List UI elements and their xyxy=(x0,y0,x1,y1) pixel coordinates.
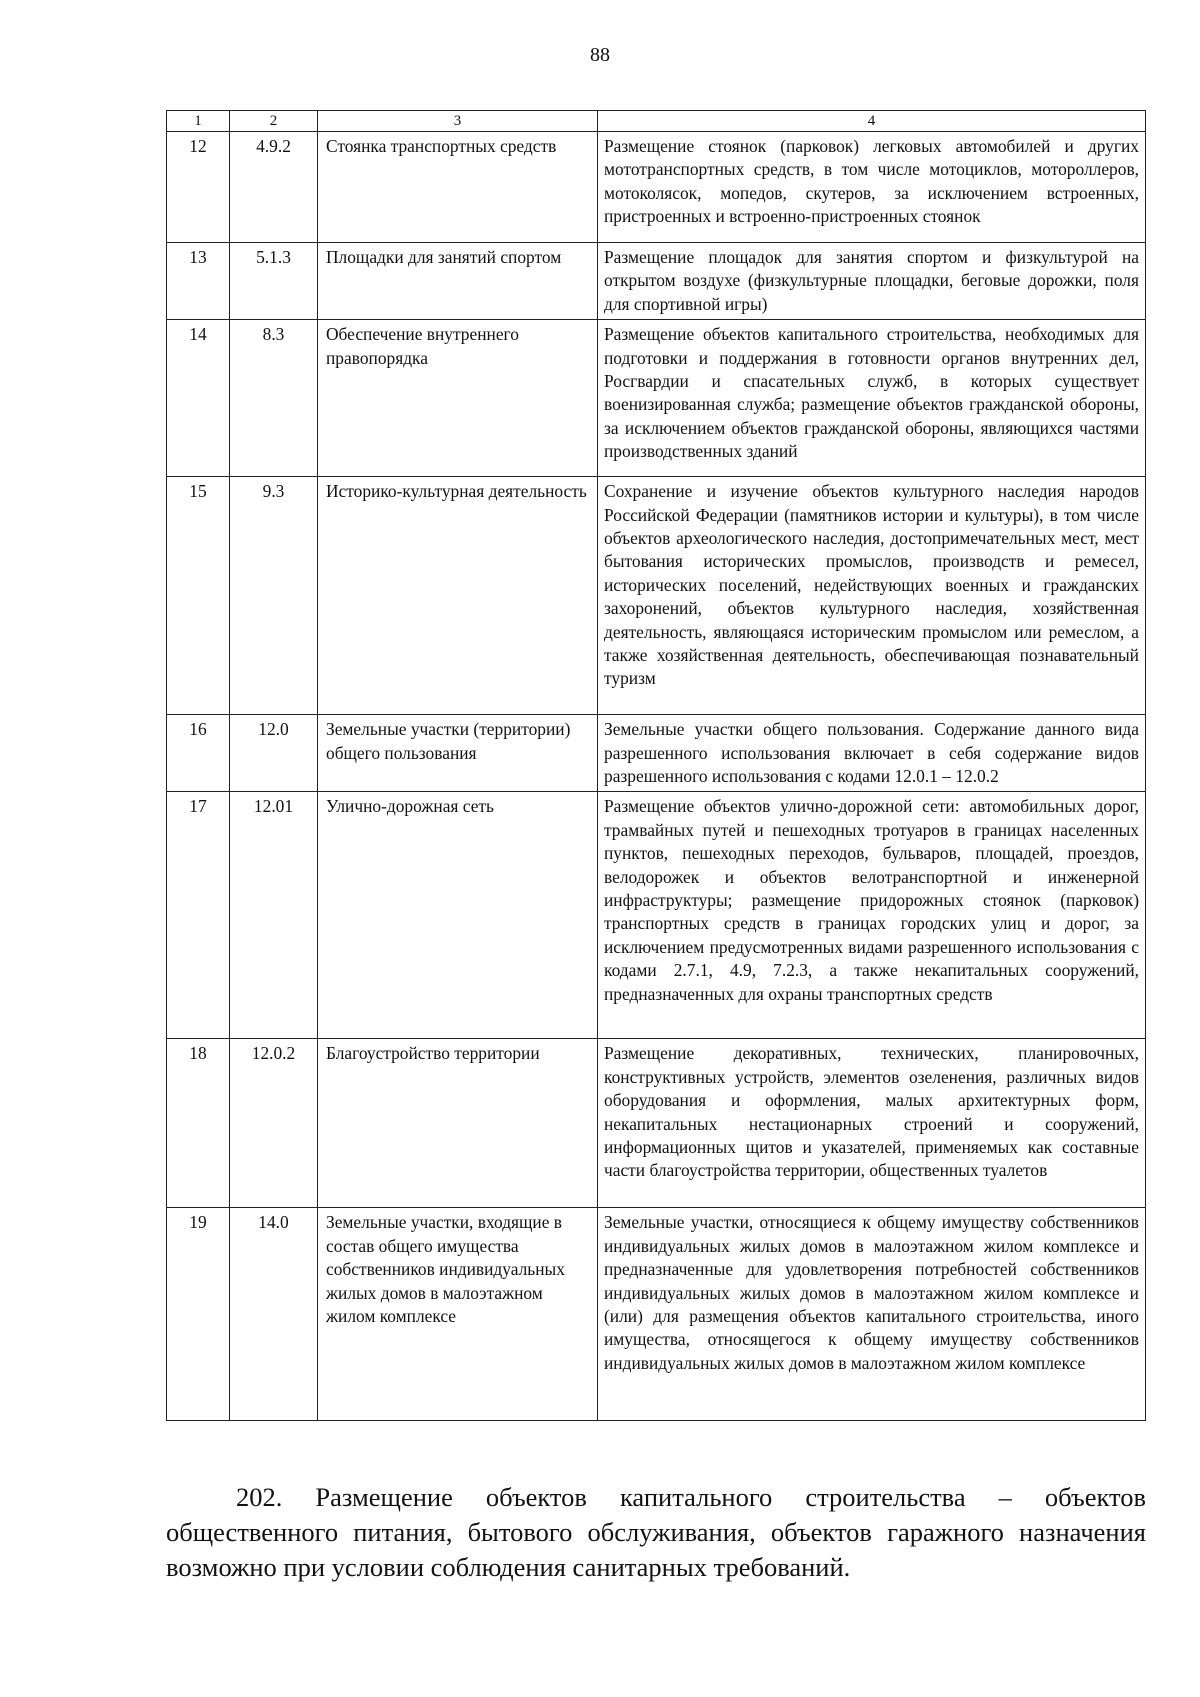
use-code: 9.3 xyxy=(230,477,318,715)
use-code: 12.01 xyxy=(230,792,318,1039)
column-header: 4 xyxy=(598,111,1146,132)
use-description: Земельные участки общего пользования. Содержание данного вида разрешенного использования включает в себя содержание видов разрешенного использования с кодами 12.0.1 – 12.0.2 xyxy=(598,715,1146,792)
row-number: 13 xyxy=(167,243,230,320)
table-row xyxy=(167,1208,1146,1421)
row-number: 15 xyxy=(167,477,230,715)
table-row xyxy=(167,320,1146,477)
row-number: 18 xyxy=(167,1039,230,1208)
use-description: Размещение стоянок (парковок) легковых автомобилей и других мототранспортных средств, в том числе мотоциклов, мотороллеров, мотоколясок, мопедов, скутеров, за исключением встроенных, пристроенных и встроенно-пристроенных стоянок xyxy=(598,132,1146,243)
use-name: Земельные участки (территории) общего пользования xyxy=(318,715,598,792)
use-name: Земельные участки, входящие в состав общего имущества собственников индивидуальных жилых домов в малоэтажном жилом комплексе xyxy=(318,1208,598,1421)
use-name: Стоянка транспортных средств xyxy=(318,132,598,243)
table-header-row xyxy=(167,111,1146,132)
use-code: 12.0 xyxy=(230,715,318,792)
use-name: Благоустройство территории xyxy=(318,1039,598,1208)
column-header: 1 xyxy=(167,111,230,132)
row-number: 17 xyxy=(167,792,230,1039)
row-number: 19 xyxy=(167,1208,230,1421)
table-row xyxy=(167,477,1146,715)
use-description: Земельные участки, относящиеся к общему имуществу собственников индивидуальных жилых домов в малоэтажном жилом комплексе и предназначенные для удовлетворения потребностей собственников индивидуальных жилых домов в малоэтажном жилом комплексе и (или) для размещения объектов капитального строительства, иного имущества, относящегося к общему имуществу собственников индивидуальных жилых домов в малоэтажном жилом комплексе xyxy=(598,1208,1146,1421)
use-code: 5.1.3 xyxy=(230,243,318,320)
use-code: 14.0 xyxy=(230,1208,318,1421)
paragraph-202: 202. Размещение объектов капитального строительства – объектов общественного питания, бытового обслуживания, объектов гаражного назначения возможно при условии соблюдения санитарных требований. xyxy=(166,1482,1146,1582)
table-row xyxy=(167,715,1146,792)
use-description: Сохранение и изучение объектов культурного наследия народов Российской Федерации (памятников истории и культуры), в том числе объектов археологического наследия, достопримечательных мест, мест бытования исторических промыслов, производств и ремесел, исторических поселений, недействующих военных и гражданских захоронений, объектов культурного наследия, хозяйственная деятельность, являющаяся историческим промыслом или ремеслом, а также хозяйственная деятельность, обеспечивающая познавательный туризм xyxy=(598,477,1146,715)
row-number: 12 xyxy=(167,132,230,243)
use-description: Размещение объектов улично-дорожной сети: автомобильных дорог, трамвайных путей и пешеходных тротуаров в границах населенных пунктов, пешеходных переходов, бульваров, площадей, проездов, велодорожек и объектов велотранспортной и инженерной инфраструктуры; размещение придорожных стоянок (парковок) транспортных средств в границах городских улиц и дорог, за исключением предусмотренных видами разрешенного использования с кодами 2.7.1, 4.9, 7.2.3, а также некапитальных сооружений, предназначенных для охраны транспортных средств xyxy=(598,792,1146,1039)
use-description: Размещение площадок для занятия спортом и физкультурой на открытом воздухе (физкультурные площадки, беговые дорожки, поля для спортивной игры) xyxy=(598,243,1146,320)
row-number: 16 xyxy=(167,715,230,792)
column-header: 3 xyxy=(318,111,598,132)
use-code: 12.0.2 xyxy=(230,1039,318,1208)
use-description: Размещение декоративных, технических, планировочных, конструктивных устройств, элементов озеленения, различных видов оборудования и оформления, малых архитектурных форм, некапитальных нестационарных строений и сооружений, информационных щитов и указателей, применяемых как составные части благоустройства территории, общественных туалетов xyxy=(598,1039,1146,1208)
use-description: Размещение объектов капитального строительства, необходимых для подготовки и поддержания в готовности органов внутренних дел, Росгвардии и спасательных служб, в которых существует военизированная служба; размещение объектов гражданской обороны, за исключением объектов гражданской обороны, являющихся частями производственных зданий xyxy=(598,320,1146,477)
row-number: 14 xyxy=(167,320,230,477)
table-row xyxy=(167,132,1146,243)
use-name: Обеспечение внутреннего правопорядка xyxy=(318,320,598,477)
use-name: Улично-дорожная сеть xyxy=(318,792,598,1039)
table-row xyxy=(167,243,1146,320)
table-row xyxy=(167,1039,1146,1208)
use-code: 4.9.2 xyxy=(230,132,318,243)
use-code: 8.3 xyxy=(230,320,318,477)
column-header: 2 xyxy=(230,111,318,132)
use-name: Площадки для занятий спортом xyxy=(318,243,598,320)
land-use-table xyxy=(166,110,1146,1421)
table-row xyxy=(167,792,1146,1039)
use-name: Историко-культурная деятельность xyxy=(318,477,598,715)
page-number: 88 xyxy=(590,44,610,66)
